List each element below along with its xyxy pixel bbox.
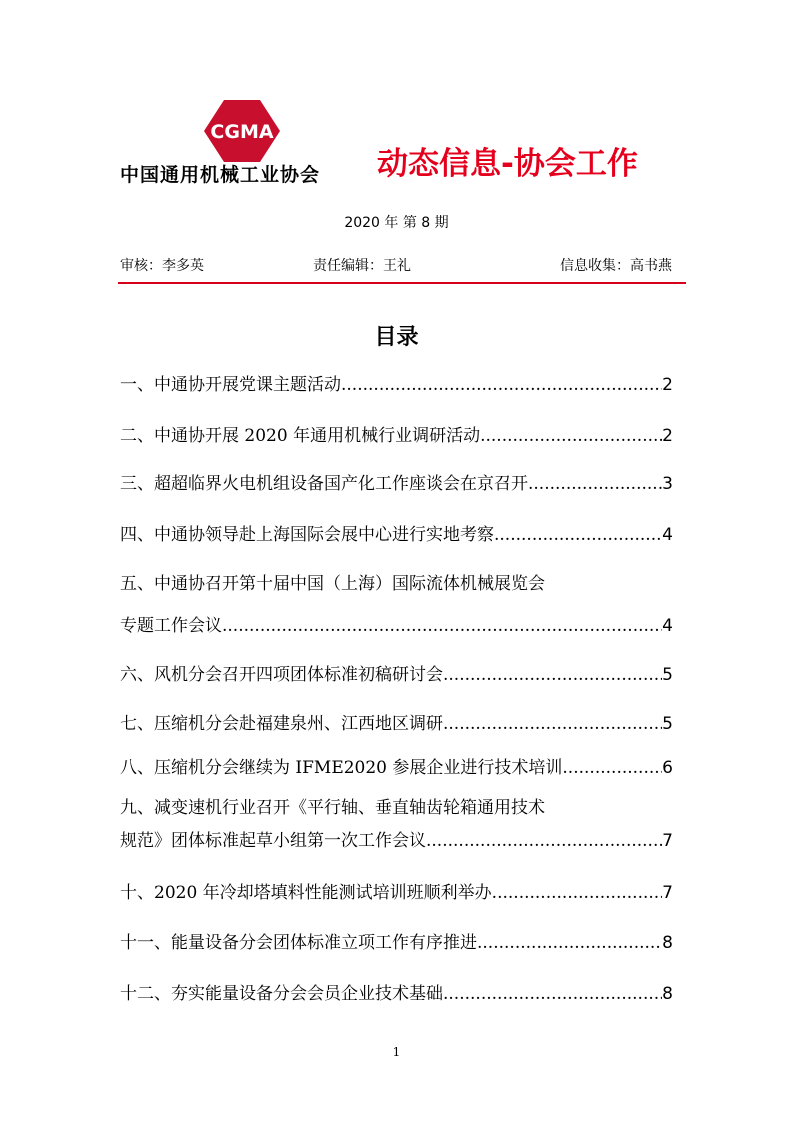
toc-leader — [477, 931, 662, 955]
toc-leader — [528, 472, 662, 496]
toc-leader — [426, 829, 662, 853]
toc-leader — [341, 373, 662, 397]
toc-entry[interactable] — [120, 829, 673, 853]
toc-entry-page: 5 — [662, 714, 673, 734]
editorial-meta — [120, 255, 672, 275]
toc-entry[interactable] — [120, 373, 673, 397]
toc-entry-page: 7 — [662, 883, 673, 903]
toc-entry[interactable] — [120, 663, 673, 687]
toc-entry-page: 8 — [662, 984, 673, 1004]
toc-entry-title-line1[interactable]: 九、减变速机行业召开《平行轴、垂直轴齿轮箱通用技术 — [120, 798, 545, 818]
toc-entry[interactable] — [120, 931, 673, 955]
toc-leader — [443, 712, 662, 736]
toc-entry-title: 八、压缩机分会继续为 IFME2020 参展企业进行技术培训 — [120, 758, 563, 778]
document-title: 动态信息-协会工作 — [377, 146, 638, 182]
toc-entry-title: 六、风机分会召开四项团体标准初稿研讨会 — [120, 665, 443, 685]
toc-entry-page: 4 — [662, 525, 673, 545]
toc-entry-title: 十、2020 年冷却塔填料性能测试培训班顺利举办 — [120, 883, 492, 903]
reviewer: 审核：李多英 — [120, 258, 204, 274]
toc-entry-page: 7 — [662, 831, 673, 851]
toc-leader — [443, 982, 662, 1006]
toc-entry[interactable] — [120, 982, 673, 1006]
toc-entry[interactable] — [120, 712, 673, 736]
toc-entry-title: 规范》团体标准起草小组第一次工作会议 — [120, 831, 426, 851]
toc-entry-title: 二、中通协开展 2020 年通用机械行业调研活动 — [120, 426, 481, 446]
toc-leader — [562, 756, 662, 780]
toc-leader — [222, 614, 662, 638]
toc-entry-page: 8 — [662, 933, 673, 953]
toc-entry-page: 4 — [662, 616, 673, 636]
toc-entry-title: 七、压缩机分会赴福建泉州、江西地区调研 — [120, 714, 443, 734]
toc-entry-title-line1[interactable]: 五、中通协召开第十届中国（上海）国际流体机械展览会 — [120, 574, 545, 594]
org-name: 中国通用机械工业协会 — [120, 164, 321, 186]
cgma-logo-emblem — [204, 100, 280, 162]
toc-leader — [492, 881, 663, 905]
toc-entry[interactable] — [120, 881, 673, 905]
cgma-logo — [120, 100, 356, 190]
logo-acronym: CGMA — [210, 121, 274, 143]
toc-entry-title: 十二、夯实能量设备分会会员企业技术基础 — [120, 984, 443, 1004]
toc-entry[interactable] — [120, 472, 673, 496]
toc-entry[interactable] — [120, 756, 673, 780]
toc-entry-title: 四、中通协领导赴上海国际会展中心进行实地考察 — [120, 525, 494, 545]
toc-entry[interactable] — [120, 523, 673, 547]
toc-leader — [443, 663, 662, 687]
toc-entry-title: 十一、能量设备分会团体标准立项工作有序推进 — [120, 933, 477, 953]
toc-leader — [480, 424, 662, 448]
toc-entry-title: 一、中通协开展党课主题活动 — [120, 375, 341, 395]
toc-leader — [494, 523, 662, 547]
collector: 信息收集：高书燕 — [560, 258, 672, 274]
header-divider — [118, 282, 686, 284]
toc-entry-title: 三、超超临界火电机组设备国产化工作座谈会在京召开 — [120, 474, 528, 494]
toc-title: 目录 — [374, 325, 419, 350]
editor: 责任编辑：王礼 — [313, 258, 411, 274]
toc-entry-page: 6 — [662, 758, 673, 778]
issue-number: 2020 年 第 8 期 — [344, 215, 449, 231]
toc-entry[interactable] — [120, 424, 673, 448]
toc-entry-title: 专题工作会议 — [120, 616, 222, 636]
toc-entry-page: 2 — [662, 426, 673, 446]
page-number: 1 — [392, 1045, 401, 1059]
toc-entry-page: 3 — [662, 474, 673, 494]
toc-entry[interactable] — [120, 614, 673, 638]
toc-entry-page: 5 — [662, 665, 673, 685]
toc-entry-page: 2 — [662, 375, 673, 395]
